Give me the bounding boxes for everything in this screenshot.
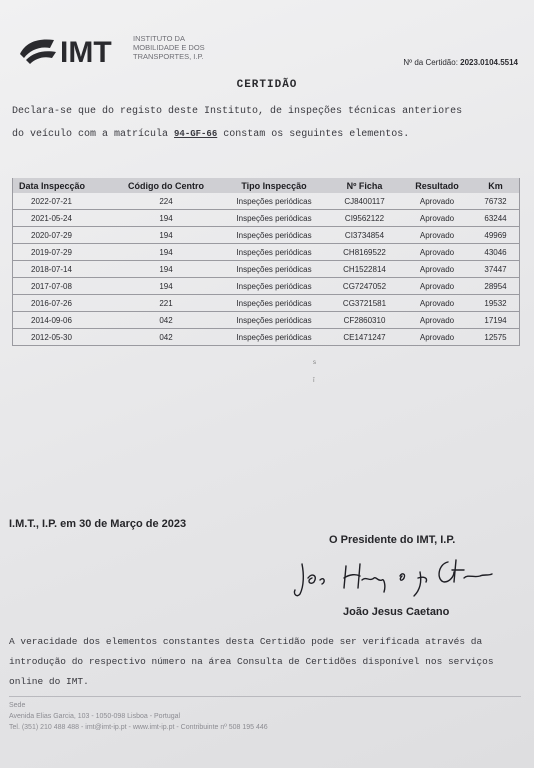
cell-result: Aprovado: [402, 295, 472, 312]
table-row: [13, 227, 520, 244]
cell-result: Aprovado: [402, 329, 472, 346]
cell-result: Aprovado: [402, 261, 472, 278]
table-row: [13, 312, 520, 329]
cell-inspection-date: 2022-07-21: [13, 193, 112, 210]
cell-record-number: CI3734854: [327, 227, 402, 244]
institute-line: TRANSPORTES, I.P.: [133, 52, 204, 61]
stray-mark: s: [313, 360, 316, 366]
institute-line: MOBILIDADE E DOS: [133, 43, 205, 52]
cell-mileage: 76732: [472, 193, 520, 210]
cell-mileage: 19532: [472, 295, 520, 312]
certificate-number-value: 2023.0104.5514: [460, 58, 518, 67]
intro-text: constam os seguintes elementos.: [217, 129, 410, 140]
cell-record-number: CI9562122: [327, 210, 402, 227]
column-header: Data Inspecção: [13, 178, 112, 193]
cell-inspection-date: 2018-07-14: [13, 261, 112, 278]
cell-center-code: 194: [111, 210, 221, 227]
column-header: Código do Centro: [111, 178, 221, 193]
certificate-number: [403, 58, 518, 67]
cell-center-code: 224: [111, 193, 221, 210]
cell-inspection-date: 2014-09-06: [13, 312, 112, 329]
table-row: [13, 261, 520, 278]
document-title: CERTIDÃO: [236, 79, 298, 91]
president-title: O Presidente do IMT, I.P.: [329, 534, 456, 546]
footer-address: Avenida Elias Garcia, 103 - 1050-098 Lisboa - Portugal: [9, 713, 181, 720]
column-header: Km: [472, 178, 520, 193]
footer-contacts: Tel. (351) 210 488 488 - imt@imt-ip.pt - www.imt-ip.pt - Contribuinte nº 508 195 446: [9, 724, 268, 731]
cell-mileage: 43046: [472, 244, 520, 261]
cell-inspection-type: Inspeções periódicas: [221, 261, 327, 278]
table-row: [13, 244, 520, 261]
cell-record-number: CE1471247: [327, 329, 402, 346]
stray-mark: ĭ: [313, 378, 315, 384]
cell-center-code: 194: [111, 261, 221, 278]
cell-inspection-date: 2020-07-29: [13, 227, 112, 244]
intro-line-1: Declara-se que do registo deste Instituto, de inspeções técnicas anteriores: [12, 106, 463, 117]
cell-record-number: CG7247052: [327, 278, 402, 295]
intro-text: do veículo com a matrícula: [12, 129, 175, 140]
cell-inspection-type: Inspeções periódicas: [221, 329, 327, 346]
logo-wordmark: IMT: [60, 36, 112, 66]
cell-mileage: 28954: [472, 278, 520, 295]
cell-record-number: CH8169522: [327, 244, 402, 261]
cell-center-code: 042: [111, 312, 221, 329]
table-row: [13, 295, 520, 312]
cell-result: Aprovado: [402, 312, 472, 329]
cell-inspection-type: Inspeções periódicas: [221, 244, 327, 261]
cell-inspection-date: 2012-05-30: [13, 329, 112, 346]
imt-logo: [16, 28, 128, 66]
table-body: [13, 193, 520, 346]
cell-inspection-type: Inspeções periódicas: [221, 295, 327, 312]
handwritten-signature: [288, 552, 498, 604]
verification-line: online do IMT.: [9, 676, 89, 687]
certificate-number-label: Nº da Certidão:: [403, 58, 458, 67]
cell-center-code: 194: [111, 278, 221, 295]
cell-inspection-date: 2019-07-29: [13, 244, 112, 261]
institute-name: [133, 34, 243, 61]
cell-mileage: 12575: [472, 329, 520, 346]
cell-center-code: 194: [111, 227, 221, 244]
cell-inspection-type: Inspeções periódicas: [221, 210, 327, 227]
cell-inspection-type: Inspeções periódicas: [221, 312, 327, 329]
cell-result: Aprovado: [402, 193, 472, 210]
inspection-table: [12, 178, 520, 346]
cell-record-number: CF2860310: [327, 312, 402, 329]
cell-center-code: 194: [111, 244, 221, 261]
table-row: [13, 210, 520, 227]
cell-inspection-date: 2021-05-24: [13, 210, 112, 227]
cell-center-code: 221: [111, 295, 221, 312]
column-header: Nº Ficha: [327, 178, 402, 193]
verification-line: A veracidade dos elementos constantes desta Certidão pode ser verificada através da: [9, 636, 483, 647]
footer-heading: Sede: [9, 702, 26, 709]
cell-center-code: 042: [111, 329, 221, 346]
intro-paragraph: [12, 101, 526, 146]
intro-line-2: [12, 123, 526, 146]
column-header: Tipo Inspecção: [221, 178, 327, 193]
table-header-row: [13, 178, 520, 193]
verification-notice: [9, 632, 527, 692]
verification-line: introdução do respectivo número na área Consulta de Certidões disponível nos serviços: [9, 656, 494, 667]
cell-result: Aprovado: [402, 244, 472, 261]
cell-inspection-date: 2017-07-08: [13, 278, 112, 295]
footer-divider: [9, 696, 521, 697]
signer-name: João Jesus Caetano: [343, 606, 450, 618]
table-row: [13, 329, 520, 346]
cell-mileage: 37447: [472, 261, 520, 278]
cell-mileage: 17194: [472, 312, 520, 329]
table-row: [13, 193, 520, 210]
table-row: [13, 278, 520, 295]
cell-inspection-date: 2016-07-26: [13, 295, 112, 312]
place-and-date: I.M.T., I.P. em 30 de Março de 2023: [9, 518, 187, 530]
cell-record-number: CJ8400117: [327, 193, 402, 210]
cell-inspection-type: Inspeções periódicas: [221, 278, 327, 295]
cell-mileage: 49969: [472, 227, 520, 244]
institute-line: INSTITUTO DA: [133, 34, 185, 43]
cell-inspection-type: Inspeções periódicas: [221, 193, 327, 210]
cell-mileage: 63244: [472, 210, 520, 227]
license-plate: 94-GF-66: [174, 129, 218, 139]
cell-result: Aprovado: [402, 210, 472, 227]
footer: [9, 700, 268, 733]
cell-record-number: CH1522814: [327, 261, 402, 278]
cell-result: Aprovado: [402, 227, 472, 244]
cell-inspection-type: Inspeções periódicas: [221, 227, 327, 244]
column-header: Resultado: [402, 178, 472, 193]
cell-result: Aprovado: [402, 278, 472, 295]
cell-record-number: CG3721581: [327, 295, 402, 312]
